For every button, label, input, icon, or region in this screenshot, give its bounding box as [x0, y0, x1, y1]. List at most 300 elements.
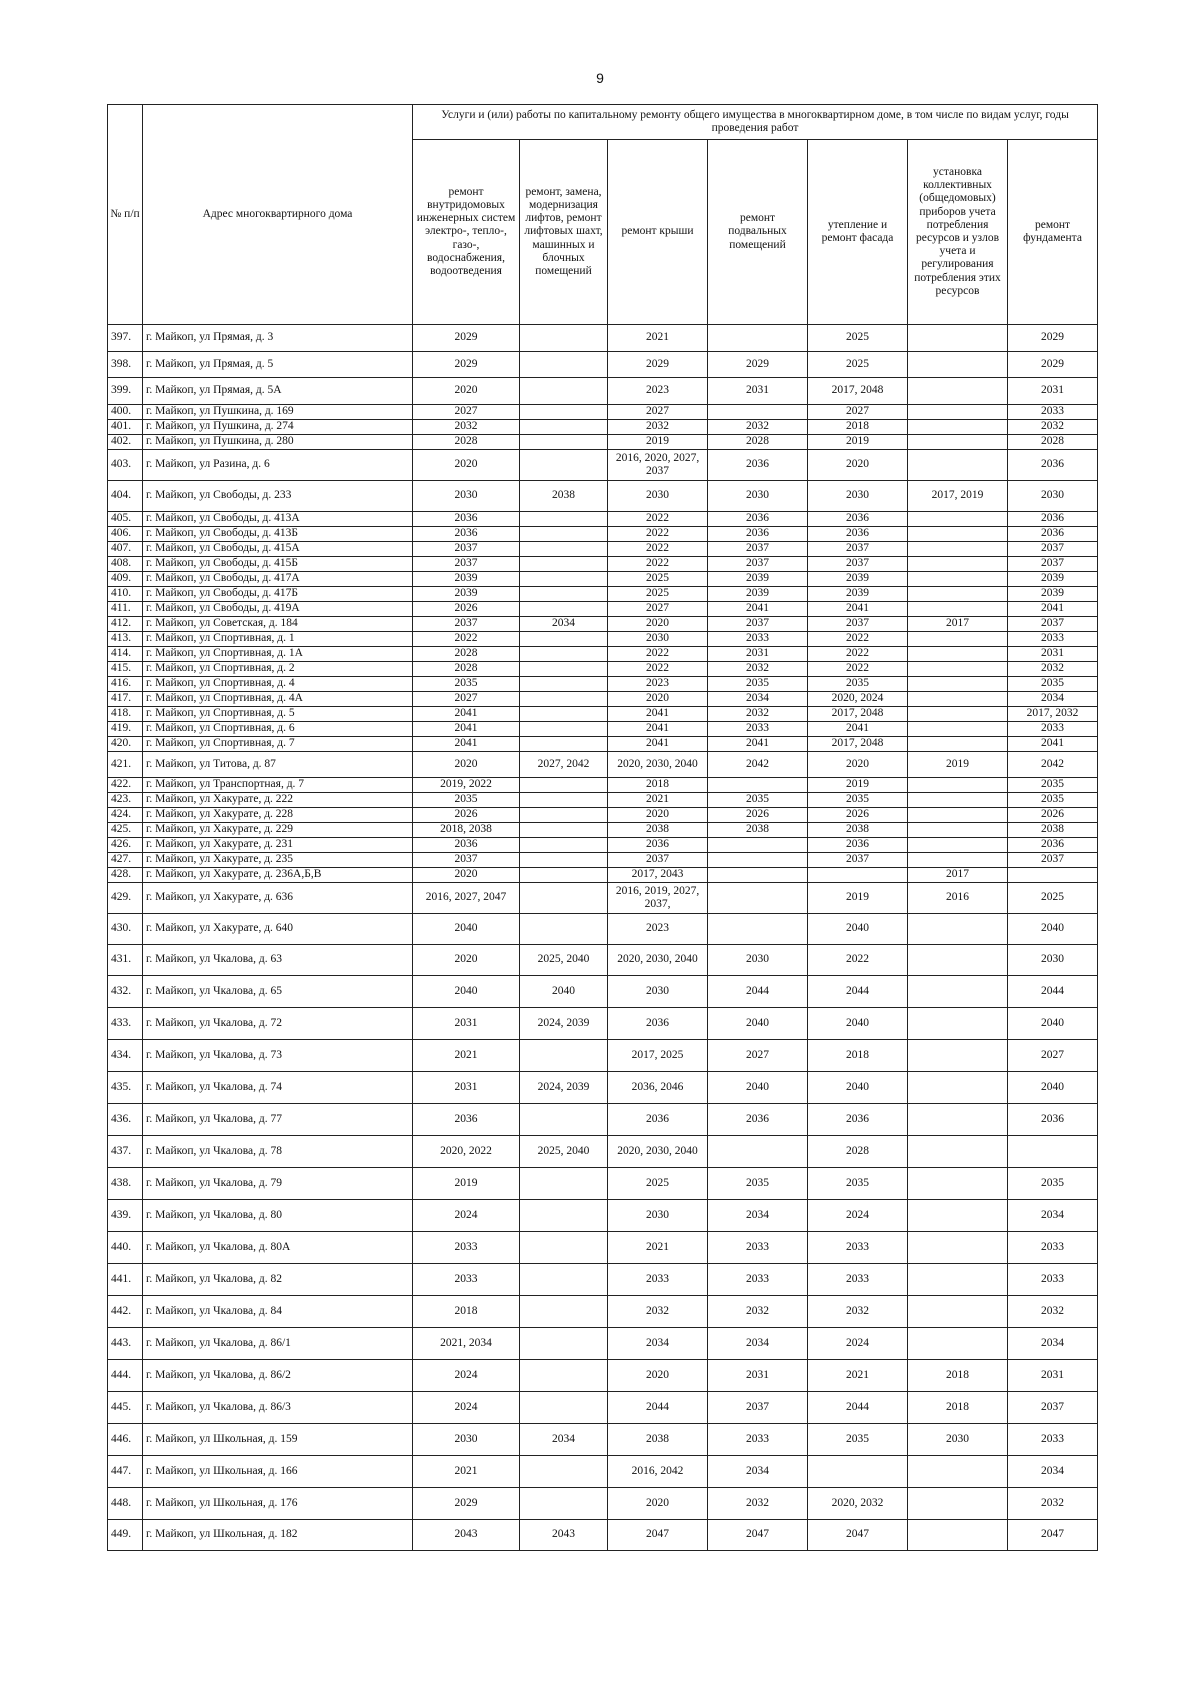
year-cell: 2018, 2038 — [413, 823, 520, 838]
address-cell: г. Майкоп, ул Чкалова, д. 86/2 — [143, 1360, 413, 1392]
row-number: 428. — [108, 868, 143, 883]
year-cell — [908, 435, 1008, 450]
year-cell: 2041 — [1008, 602, 1098, 617]
address-cell: г. Майкоп, ул Пушкина, д. 274 — [143, 420, 413, 435]
year-cell — [520, 1296, 608, 1328]
address-cell: г. Майкоп, ул Чкалова, д. 82 — [143, 1264, 413, 1296]
address-cell: г. Майкоп, ул Свободы, д. 233 — [143, 481, 413, 512]
year-cell: 2032 — [1008, 1296, 1098, 1328]
year-cell: 2047 — [608, 1520, 708, 1551]
year-cell: 2019 — [808, 778, 908, 793]
year-cell — [520, 1040, 608, 1072]
row-number: 422. — [108, 778, 143, 793]
year-cell: 2034 — [520, 617, 608, 632]
year-cell: 2030 — [413, 481, 520, 512]
year-cell: 2040 — [1008, 1008, 1098, 1040]
year-cell: 2021 — [808, 1360, 908, 1392]
year-cell: 2021 — [608, 793, 708, 808]
year-cell: 2026 — [413, 808, 520, 823]
year-cell: 2017, 2019 — [908, 481, 1008, 512]
year-cell — [520, 450, 608, 481]
year-cell: 2040 — [808, 1008, 908, 1040]
year-cell: 2030 — [1008, 945, 1098, 976]
table-row — [108, 868, 1098, 883]
year-cell: 2021 — [413, 1456, 520, 1488]
year-cell: 2040 — [1008, 914, 1098, 945]
address-cell: г. Майкоп, ул Спортивная, д. 5 — [143, 707, 413, 722]
year-cell: 2037 — [1008, 557, 1098, 572]
address-cell: г. Майкоп, ул Свободы, д. 415А — [143, 542, 413, 557]
year-cell — [908, 1328, 1008, 1360]
year-cell — [908, 352, 1008, 378]
year-cell: 2034 — [1008, 1328, 1098, 1360]
year-cell: 2037 — [1008, 542, 1098, 557]
table-row — [108, 378, 1098, 405]
address-cell: г. Майкоп, ул Чкалова, д. 79 — [143, 1168, 413, 1200]
year-cell: 2036 — [413, 527, 520, 542]
year-cell: 2034 — [708, 692, 808, 707]
year-cell: 2034 — [520, 1424, 608, 1456]
year-cell: 2036 — [608, 838, 708, 853]
year-cell: 2043 — [520, 1520, 608, 1551]
year-cell: 2022 — [808, 662, 908, 677]
year-cell: 2020 — [808, 752, 908, 778]
year-cell — [908, 914, 1008, 945]
year-cell: 2018 — [808, 1040, 908, 1072]
year-cell — [708, 325, 808, 352]
address-cell: г. Майкоп, ул Чкалова, д. 80А — [143, 1232, 413, 1264]
year-cell: 2032 — [708, 420, 808, 435]
year-cell: 2037 — [413, 557, 520, 572]
year-cell: 2028 — [808, 1136, 908, 1168]
year-cell: 2020, 2032 — [808, 1488, 908, 1520]
address-cell: г. Майкоп, ул Спортивная, д. 4 — [143, 677, 413, 692]
row-number: 444. — [108, 1360, 143, 1392]
year-cell: 2027 — [1008, 1040, 1098, 1072]
year-cell: 2033 — [413, 1232, 520, 1264]
row-number: 417. — [108, 692, 143, 707]
address-cell: г. Майкоп, ул Хакурате, д. 231 — [143, 838, 413, 853]
year-cell: 2030 — [608, 481, 708, 512]
year-cell: 2035 — [708, 677, 808, 692]
year-cell: 2043 — [413, 1520, 520, 1551]
row-number: 435. — [108, 1072, 143, 1104]
year-cell — [520, 527, 608, 542]
column-header-work-type: ремонт фундамента — [1008, 140, 1098, 325]
year-cell: 2020 — [413, 752, 520, 778]
year-cell — [808, 868, 908, 883]
year-cell: 2036 — [1008, 527, 1098, 542]
row-number: 424. — [108, 808, 143, 823]
year-cell — [908, 420, 1008, 435]
year-cell: 2029 — [1008, 325, 1098, 352]
table-row — [108, 542, 1098, 557]
year-cell: 2032 — [608, 420, 708, 435]
year-cell: 2028 — [413, 662, 520, 677]
year-cell: 2022 — [608, 512, 708, 527]
year-cell: 2020 — [608, 808, 708, 823]
address-cell: г. Майкоп, ул Свободы, д. 413Б — [143, 527, 413, 542]
year-cell: 2031 — [708, 1360, 808, 1392]
table-row — [108, 647, 1098, 662]
year-cell: 2016, 2019, 2027, 2037, — [608, 883, 708, 914]
year-cell: 2042 — [1008, 752, 1098, 778]
column-header-work-type: ремонт внутридомовых инженерных систем электро-, тепло-, газо-, водоснабжения, водоотведения — [413, 140, 520, 325]
address-cell: г. Майкоп, ул Чкалова, д. 86/1 — [143, 1328, 413, 1360]
page-number: 9 — [596, 70, 604, 86]
year-cell: 2036 — [413, 512, 520, 527]
row-number: 426. — [108, 838, 143, 853]
year-cell: 2037 — [808, 542, 908, 557]
row-number: 400. — [108, 405, 143, 420]
year-cell — [520, 405, 608, 420]
year-cell: 2018 — [413, 1296, 520, 1328]
year-cell: 2020, 2030, 2040 — [608, 752, 708, 778]
year-cell: 2031 — [1008, 378, 1098, 405]
year-cell — [520, 572, 608, 587]
year-cell: 2030 — [708, 945, 808, 976]
address-cell: г. Майкоп, ул Школьная, д. 159 — [143, 1424, 413, 1456]
row-number: 412. — [108, 617, 143, 632]
year-cell — [520, 1104, 608, 1136]
year-cell: 2020, 2022 — [413, 1136, 520, 1168]
row-number: 419. — [108, 722, 143, 737]
table-row — [108, 737, 1098, 752]
year-cell — [520, 853, 608, 868]
year-cell: 2044 — [708, 976, 808, 1008]
table-row — [108, 512, 1098, 527]
address-cell: г. Майкоп, ул Чкалова, д. 73 — [143, 1040, 413, 1072]
year-cell: 2035 — [708, 793, 808, 808]
year-cell — [908, 378, 1008, 405]
year-cell — [520, 1232, 608, 1264]
year-cell — [520, 420, 608, 435]
year-cell — [908, 1488, 1008, 1520]
year-cell — [808, 1456, 908, 1488]
year-cell — [908, 572, 1008, 587]
address-cell: г. Майкоп, ул Советская, д. 184 — [143, 617, 413, 632]
column-header-work-type: установка коллективных (общедомовых) приборов учета потребления ресурсов и узлов учета и регулирования потребления этих ресурсов — [908, 140, 1008, 325]
year-cell: 2044 — [608, 1392, 708, 1424]
year-cell: 2037 — [413, 617, 520, 632]
column-header-work-type: ремонт, замена, модернизация лифтов, ремонт лифтовых шахт, машинных и блочных помещений — [520, 140, 608, 325]
row-number: 445. — [108, 1392, 143, 1424]
year-cell — [520, 662, 608, 677]
year-cell: 2017, 2043 — [608, 868, 708, 883]
year-cell: 2036 — [413, 838, 520, 853]
year-cell — [520, 542, 608, 557]
year-cell — [908, 853, 1008, 868]
year-cell: 2042 — [708, 752, 808, 778]
year-cell: 2018 — [808, 420, 908, 435]
table-row — [108, 1008, 1098, 1040]
year-cell: 2033 — [608, 1264, 708, 1296]
year-cell: 2021 — [413, 1040, 520, 1072]
year-cell: 2029 — [413, 325, 520, 352]
year-cell: 2017, 2048 — [808, 378, 908, 405]
year-cell: 2030 — [908, 1424, 1008, 1456]
year-cell: 2036 — [1008, 838, 1098, 853]
address-cell: г. Майкоп, ул Свободы, д. 417Б — [143, 587, 413, 602]
year-cell: 2033 — [1008, 1264, 1098, 1296]
year-cell: 2038 — [520, 481, 608, 512]
row-number: 414. — [108, 647, 143, 662]
row-number: 402. — [108, 435, 143, 450]
row-number: 421. — [108, 752, 143, 778]
column-header-work-type: ремонт крыши — [608, 140, 708, 325]
column-header-work-type: утепление и ремонт фасада — [808, 140, 908, 325]
year-cell: 2041 — [808, 722, 908, 737]
table-row — [108, 1392, 1098, 1424]
capital-repair-table — [107, 104, 1098, 1551]
year-cell: 2030 — [608, 632, 708, 647]
year-cell: 2024 — [413, 1200, 520, 1232]
row-number: 442. — [108, 1296, 143, 1328]
table-row — [108, 587, 1098, 602]
table-row — [108, 557, 1098, 572]
address-cell: г. Майкоп, ул Хакурате, д. 222 — [143, 793, 413, 808]
year-cell: 2022 — [608, 662, 708, 677]
row-number: 430. — [108, 914, 143, 945]
year-cell: 2035 — [1008, 677, 1098, 692]
year-cell: 2032 — [708, 1488, 808, 1520]
table-row — [108, 602, 1098, 617]
year-cell: 2025 — [608, 1168, 708, 1200]
year-cell: 2039 — [708, 587, 808, 602]
year-cell: 2033 — [808, 1232, 908, 1264]
row-number: 434. — [108, 1040, 143, 1072]
row-number: 418. — [108, 707, 143, 722]
year-cell: 2030 — [1008, 481, 1098, 512]
row-number: 405. — [108, 512, 143, 527]
year-cell: 2017 — [908, 617, 1008, 632]
year-cell — [520, 677, 608, 692]
year-cell: 2047 — [708, 1520, 808, 1551]
year-cell: 2041 — [413, 707, 520, 722]
year-cell: 2026 — [1008, 808, 1098, 823]
year-cell — [520, 868, 608, 883]
year-cell: 2024 — [413, 1360, 520, 1392]
address-cell: г. Майкоп, ул Разина, д. 6 — [143, 450, 413, 481]
year-cell: 2040 — [808, 914, 908, 945]
year-cell: 2037 — [608, 853, 708, 868]
table-row — [108, 1232, 1098, 1264]
table-row — [108, 662, 1098, 677]
year-cell: 2022 — [808, 647, 908, 662]
year-cell — [520, 435, 608, 450]
address-cell: г. Майкоп, ул Прямая, д. 5А — [143, 378, 413, 405]
year-cell: 2033 — [708, 632, 808, 647]
table-row — [108, 677, 1098, 692]
year-cell — [520, 1456, 608, 1488]
year-cell: 2033 — [708, 722, 808, 737]
year-cell: 2041 — [1008, 737, 1098, 752]
year-cell: 2019 — [808, 883, 908, 914]
year-cell: 2035 — [808, 677, 908, 692]
year-cell: 2041 — [708, 737, 808, 752]
table-row — [108, 1424, 1098, 1456]
row-number: 401. — [108, 420, 143, 435]
year-cell — [908, 1040, 1008, 1072]
year-cell: 2033 — [708, 1424, 808, 1456]
year-cell: 2036 — [1008, 512, 1098, 527]
row-number: 432. — [108, 976, 143, 1008]
year-cell — [520, 587, 608, 602]
year-cell: 2024 — [808, 1328, 908, 1360]
table-row — [108, 945, 1098, 976]
year-cell — [908, 976, 1008, 1008]
year-cell: 2030 — [808, 481, 908, 512]
year-cell: 2028 — [413, 435, 520, 450]
year-cell: 2044 — [1008, 976, 1098, 1008]
address-cell: г. Майкоп, ул Транспортная, д. 7 — [143, 778, 413, 793]
row-number: 404. — [108, 481, 143, 512]
year-cell — [908, 1072, 1008, 1104]
year-cell: 2033 — [413, 1264, 520, 1296]
year-cell — [908, 823, 1008, 838]
year-cell: 2036 — [708, 512, 808, 527]
year-cell: 2027 — [708, 1040, 808, 1072]
year-cell — [908, 647, 1008, 662]
row-number: 439. — [108, 1200, 143, 1232]
year-cell: 2037 — [413, 542, 520, 557]
year-cell: 2026 — [808, 808, 908, 823]
year-cell: 2047 — [808, 1520, 908, 1551]
table-row — [108, 914, 1098, 945]
year-cell: 2041 — [608, 707, 708, 722]
year-cell: 2029 — [1008, 352, 1098, 378]
year-cell: 2039 — [808, 587, 908, 602]
year-cell: 2033 — [1008, 722, 1098, 737]
year-cell: 2025 — [608, 587, 708, 602]
row-number: 408. — [108, 557, 143, 572]
year-cell: 2034 — [1008, 1200, 1098, 1232]
year-cell — [520, 737, 608, 752]
table-row — [108, 752, 1098, 778]
row-number: 437. — [108, 1136, 143, 1168]
address-cell: г. Майкоп, ул Прямая, д. 5 — [143, 352, 413, 378]
year-cell: 2016 — [908, 883, 1008, 914]
table-row — [108, 692, 1098, 707]
year-cell: 2022 — [608, 647, 708, 662]
year-cell: 2024, 2039 — [520, 1072, 608, 1104]
address-cell: г. Майкоп, ул Хакурате, д. 235 — [143, 853, 413, 868]
year-cell — [520, 722, 608, 737]
table-row — [108, 1072, 1098, 1104]
year-cell: 2020 — [608, 1360, 708, 1392]
year-cell — [520, 602, 608, 617]
year-cell: 2036 — [1008, 1104, 1098, 1136]
year-cell: 2025 — [608, 572, 708, 587]
year-cell: 2016, 2042 — [608, 1456, 708, 1488]
year-cell: 2041 — [608, 722, 708, 737]
year-cell: 2022 — [608, 557, 708, 572]
year-cell: 2039 — [1008, 587, 1098, 602]
year-cell: 2032 — [708, 707, 808, 722]
year-cell: 2022 — [608, 527, 708, 542]
address-cell: г. Майкоп, ул Хакурате, д. 640 — [143, 914, 413, 945]
year-cell — [908, 692, 1008, 707]
row-number: 410. — [108, 587, 143, 602]
table-row — [108, 853, 1098, 868]
year-cell: 2019 — [608, 435, 708, 450]
year-cell — [908, 1520, 1008, 1551]
year-cell: 2029 — [413, 1488, 520, 1520]
row-number: 403. — [108, 450, 143, 481]
address-cell: г. Майкоп, ул Спортивная, д. 1А — [143, 647, 413, 662]
year-cell: 2035 — [808, 1424, 908, 1456]
year-cell: 2020 — [608, 692, 708, 707]
year-cell: 2017 — [908, 868, 1008, 883]
year-cell: 2040 — [520, 976, 608, 1008]
year-cell: 2019, 2022 — [413, 778, 520, 793]
year-cell — [908, 1168, 1008, 1200]
year-cell — [908, 1104, 1008, 1136]
row-number: 413. — [108, 632, 143, 647]
year-cell: 2027 — [608, 602, 708, 617]
year-cell: 2019 — [413, 1168, 520, 1200]
year-cell — [708, 868, 808, 883]
year-cell — [1008, 868, 1098, 883]
year-cell — [908, 808, 1008, 823]
table-row — [108, 778, 1098, 793]
year-cell — [520, 707, 608, 722]
year-cell: 2037 — [808, 557, 908, 572]
year-cell: 2031 — [1008, 1360, 1098, 1392]
year-cell — [520, 808, 608, 823]
year-cell: 2020, 2030, 2040 — [608, 945, 708, 976]
table-row — [108, 572, 1098, 587]
year-cell — [520, 632, 608, 647]
year-cell: 2035 — [808, 1168, 908, 1200]
year-cell — [908, 527, 1008, 542]
year-cell — [520, 1200, 608, 1232]
year-cell — [1008, 1136, 1098, 1168]
year-cell: 2037 — [708, 557, 808, 572]
year-cell: 2017, 2032 — [1008, 707, 1098, 722]
year-cell: 2027 — [608, 405, 708, 420]
row-number: 441. — [108, 1264, 143, 1296]
table-row — [108, 1040, 1098, 1072]
year-cell: 2040 — [708, 1072, 808, 1104]
year-cell: 2038 — [708, 823, 808, 838]
address-cell: г. Майкоп, ул Чкалова, д. 65 — [143, 976, 413, 1008]
year-cell — [520, 1264, 608, 1296]
table-row — [108, 325, 1098, 352]
table-row — [108, 823, 1098, 838]
year-cell: 2020, 2030, 2040 — [608, 1136, 708, 1168]
address-cell: г. Майкоп, ул Титова, д. 87 — [143, 752, 413, 778]
year-cell: 2033 — [708, 1232, 808, 1264]
year-cell: 2036 — [413, 1104, 520, 1136]
table-row — [108, 838, 1098, 853]
year-cell — [908, 793, 1008, 808]
year-cell: 2037 — [808, 617, 908, 632]
year-cell — [908, 838, 1008, 853]
row-number: 425. — [108, 823, 143, 838]
row-number: 407. — [108, 542, 143, 557]
year-cell — [908, 557, 1008, 572]
row-number: 411. — [108, 602, 143, 617]
table-row — [108, 1456, 1098, 1488]
year-cell: 2030 — [608, 1200, 708, 1232]
year-cell: 2025, 2040 — [520, 945, 608, 976]
year-cell: 2033 — [1008, 632, 1098, 647]
address-cell: г. Майкоп, ул Школьная, д. 166 — [143, 1456, 413, 1488]
table-row — [108, 617, 1098, 632]
year-cell: 2038 — [608, 823, 708, 838]
year-cell: 2041 — [413, 722, 520, 737]
